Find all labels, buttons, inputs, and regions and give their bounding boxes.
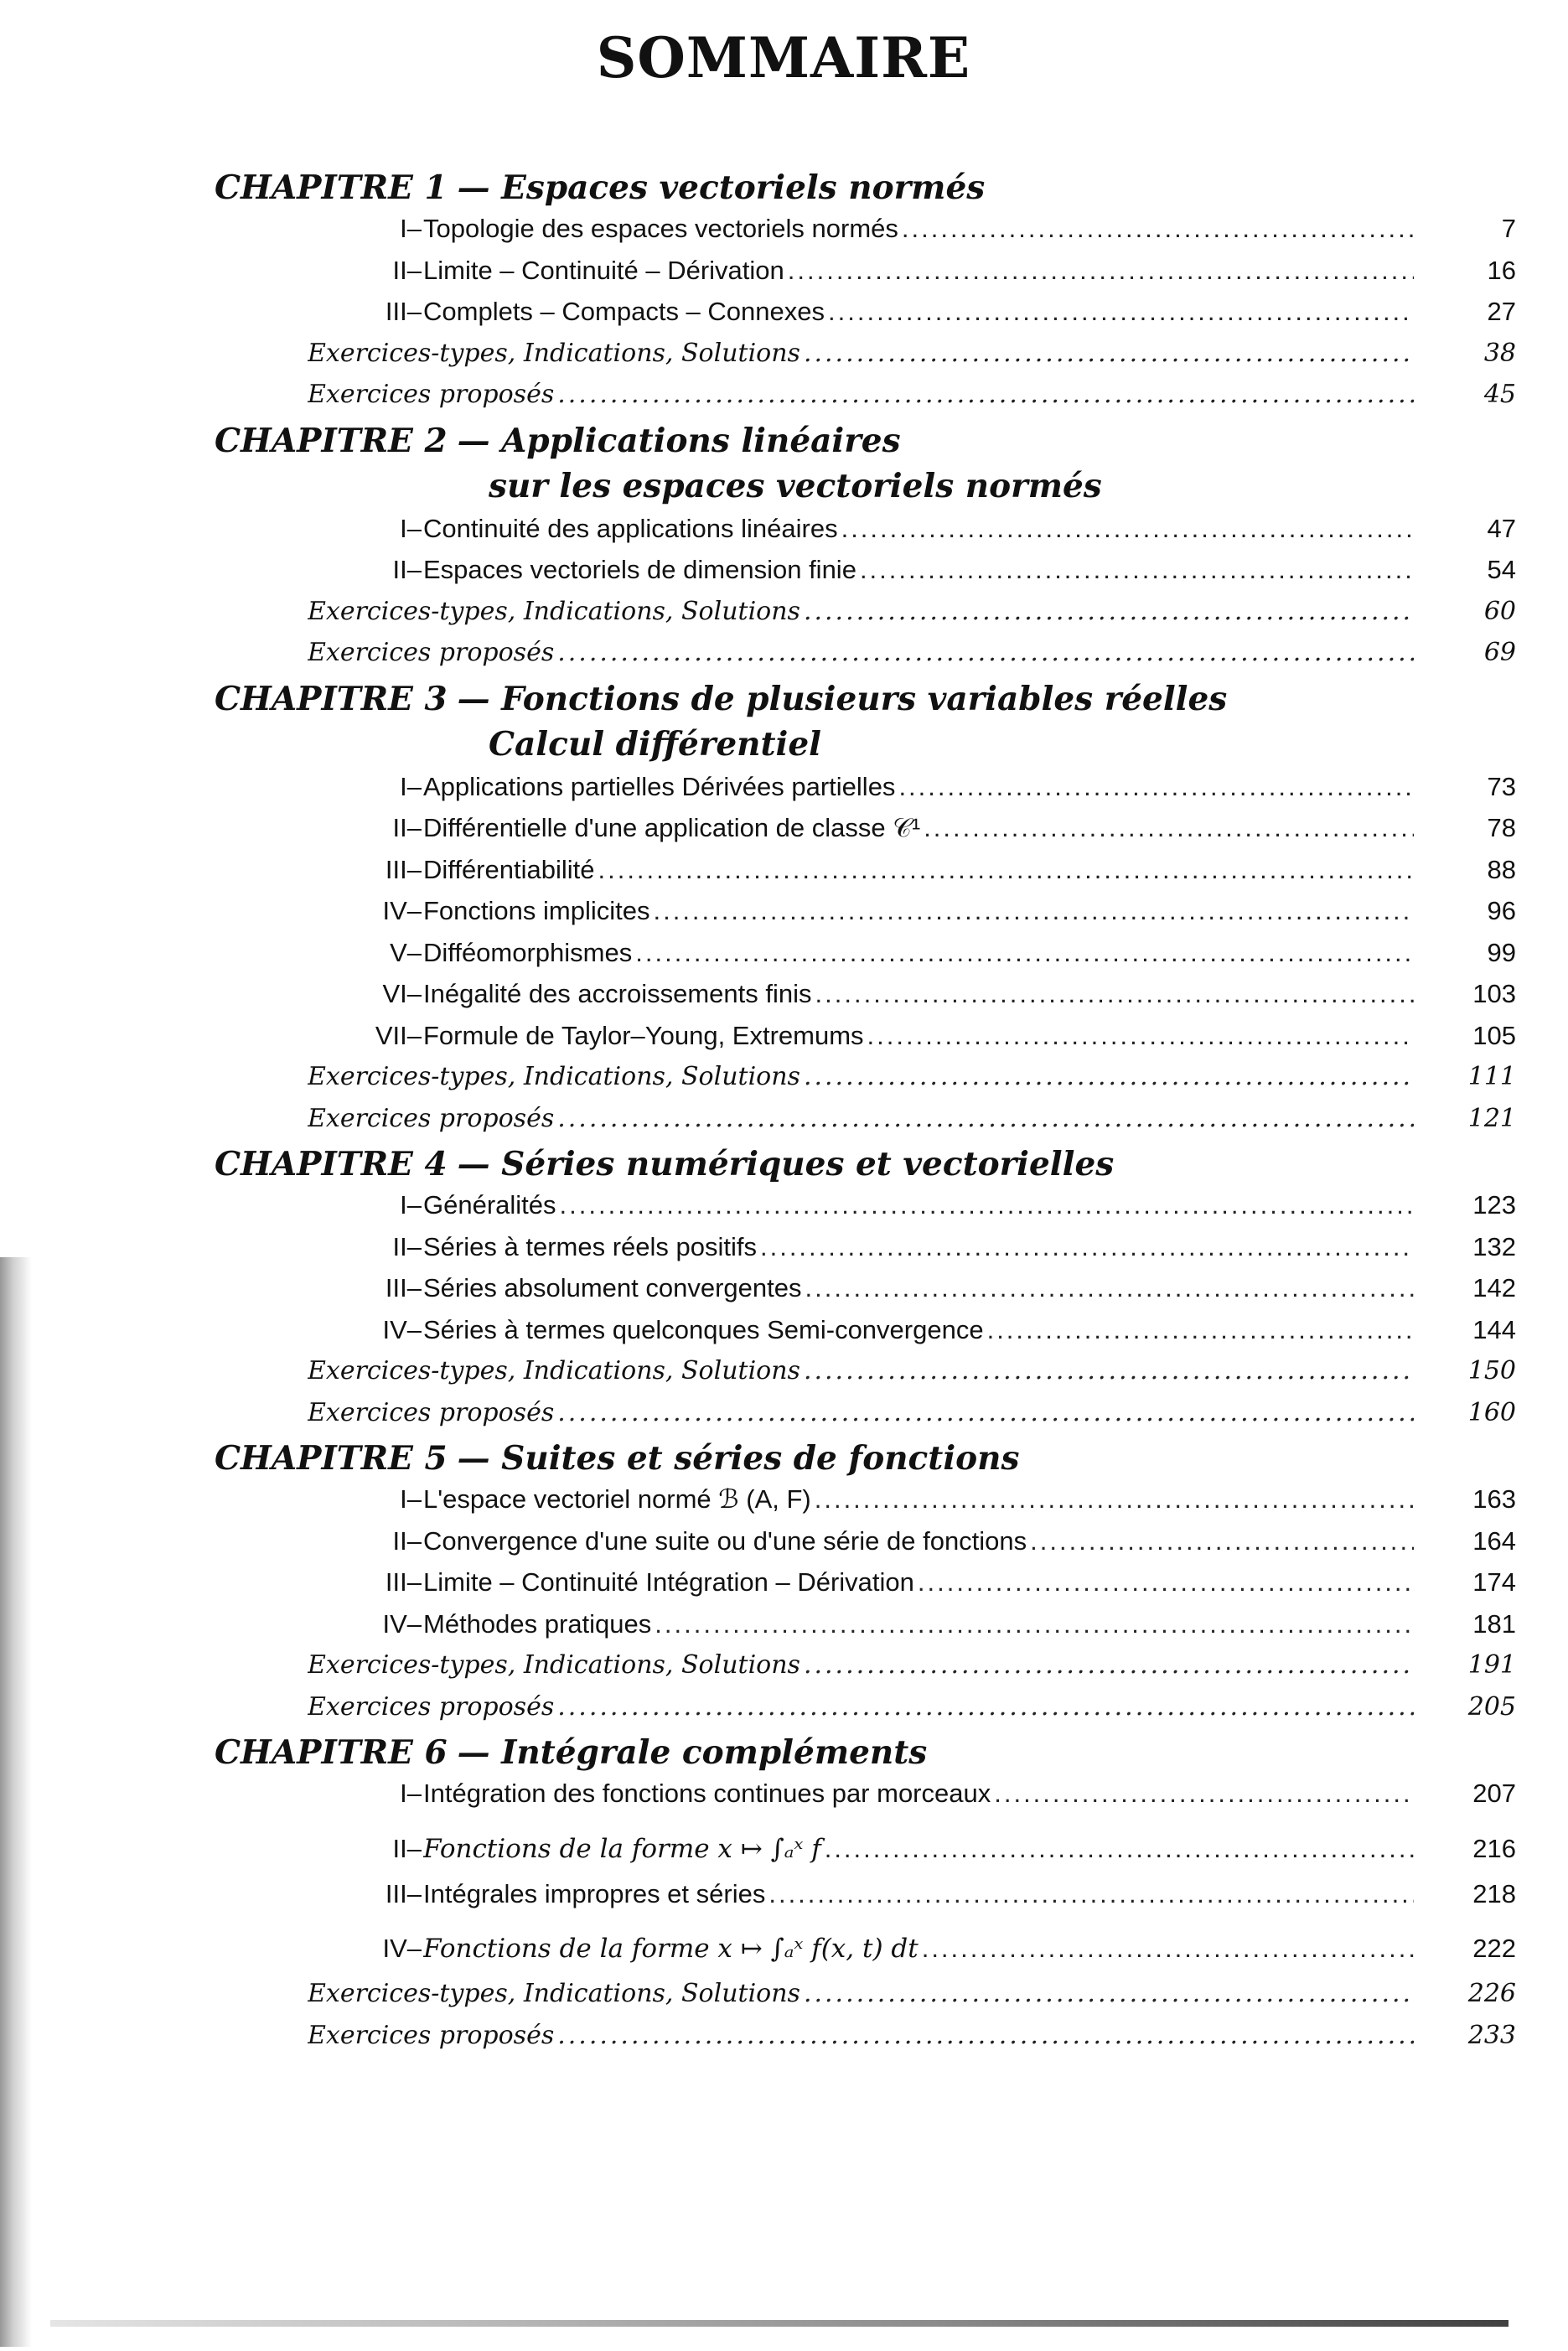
page-number: 7 <box>1501 214 1516 243</box>
section-title: Exercices-types, Indications, Solutions <box>308 1979 800 2008</box>
page-number: 103 <box>1472 979 1516 1008</box>
section-number: II– <box>392 1525 422 1556</box>
chapter-title: — Applications linéaires <box>457 421 901 460</box>
page-number: 78 <box>1487 813 1516 842</box>
section-title: Séries à termes quelconques Semi-convergence <box>423 1314 984 1344</box>
page-number: 69 <box>1483 638 1516 667</box>
page-number: 96 <box>1487 896 1516 925</box>
toc-entry <box>0 1562 1568 1604</box>
page-number: 54 <box>1487 555 1516 584</box>
chapter-4 <box>0 1140 1568 1434</box>
section-title: Séries à termes réels positifs <box>423 1231 757 1261</box>
section-title: Exercices proposés <box>308 1397 555 1427</box>
section-title: Généralités <box>423 1190 556 1220</box>
exercises-proposed-entry <box>0 2016 1568 2058</box>
section-title: Exercices-types, Indications, Solutions <box>308 1062 800 1091</box>
section-title: Méthodes pratiques <box>423 1608 652 1639</box>
chapter-label: CHAPITRE 3 <box>215 679 448 718</box>
section-number: II– <box>392 1231 422 1261</box>
chapter-label: CHAPITRE 5 <box>215 1439 448 1478</box>
page-number: 47 <box>1487 513 1516 543</box>
chapter-label: CHAPITRE 6 <box>215 1733 448 1772</box>
chapter-title: — Espaces vectoriels normés <box>457 168 986 207</box>
exercises-types-entry <box>0 1974 1568 2016</box>
section-number: I– <box>400 214 422 243</box>
page-number: 163 <box>1472 1484 1516 1514</box>
section-number: II– <box>392 1833 422 1863</box>
section-title: Différentiabilité <box>423 854 595 884</box>
page-number: 222 <box>1472 1934 1516 1963</box>
section-number: III– <box>385 854 422 884</box>
section-title: L'espace vectoriel normé ℬ (A, F) <box>423 1484 811 1514</box>
section-number: I– <box>400 1779 422 1808</box>
section-title: Continuité des applications linéaires <box>423 513 838 543</box>
page-number: 123 <box>1472 1190 1516 1220</box>
page-number: 27 <box>1487 297 1516 326</box>
toc-entry <box>0 1479 1568 1521</box>
section-title: Topologie des espaces vectoriels normés <box>423 214 898 243</box>
section-number: I– <box>400 1190 422 1220</box>
exercises-types-entry <box>0 1645 1568 1687</box>
section-title: Espaces vectoriels de dimension finie <box>423 555 856 584</box>
toc-entry <box>0 891 1568 933</box>
section-title: Exercices proposés <box>308 1691 555 1722</box>
chapter-1 <box>0 163 1568 417</box>
page-number: 218 <box>1472 1878 1516 1908</box>
toc-entry <box>0 767 1568 809</box>
toc-entry <box>0 974 1568 1016</box>
chapter-title: — Séries numériques et vectorielles <box>457 1145 1115 1183</box>
chapter-3 <box>0 675 1568 1141</box>
exercises-proposed-entry <box>0 1099 1568 1141</box>
toc-entry <box>0 933 1568 975</box>
section-title: Convergence d'une suite ou d'une série de fonctions <box>423 1525 1027 1556</box>
chapter-heading <box>0 1728 1568 1774</box>
section-title: Exercices-types, Indications, Solutions <box>308 1650 800 1680</box>
section-number: II– <box>392 813 422 842</box>
chapter-label: CHAPITRE 4 <box>215 1145 448 1183</box>
toc-entry <box>0 808 1568 850</box>
section-number: III– <box>385 297 422 326</box>
exercises-types-entry <box>0 1057 1568 1099</box>
scan-shadow-bottom <box>50 2320 1508 2327</box>
section-title: Exercices proposés <box>308 2020 555 2050</box>
toc-entry <box>0 509 1568 551</box>
exercises-proposed-entry <box>0 1687 1568 1729</box>
section-title: Différentielle d'une application de classe 𝒞¹ <box>423 813 921 842</box>
section-number: III– <box>385 1273 422 1302</box>
exercises-proposed-entry <box>0 633 1568 675</box>
toc-entry <box>0 1268 1568 1310</box>
section-title: Exercices-types, Indications, Solutions <box>308 338 800 368</box>
section-number: IV– <box>382 1608 422 1639</box>
toc-entry <box>0 1227 1568 1269</box>
exercises-types-entry <box>0 592 1568 634</box>
toc-entry <box>0 1774 1568 1815</box>
section-title: Applications partielles Dérivées partielles <box>423 771 896 801</box>
page-number: 144 <box>1472 1314 1516 1344</box>
page-number: 233 <box>1467 2020 1516 2050</box>
section-number: I– <box>400 1484 422 1514</box>
section-title: Exercices proposés <box>308 1103 555 1133</box>
chapter-title: — Fonctions de plusieurs variables réelles <box>457 679 1228 718</box>
section-number: III– <box>385 1567 422 1597</box>
page-number: 205 <box>1467 1691 1516 1722</box>
section-title: Inégalité des accroissements finis <box>423 979 812 1008</box>
page-number: 60 <box>1483 596 1516 626</box>
exercises-proposed-entry <box>0 1393 1568 1435</box>
toc-entry <box>0 1815 1568 1874</box>
page-number: 105 <box>1472 1020 1516 1050</box>
section-title: Fonctions de la forme x ↦ ∫ₐˣ f <box>423 1833 821 1864</box>
page-number: 99 <box>1487 937 1516 967</box>
chapter-heading <box>0 675 1568 767</box>
page-number: 150 <box>1467 1356 1516 1385</box>
exercises-proposed-entry <box>0 375 1568 417</box>
toc-entry <box>0 292 1568 334</box>
chapter-heading <box>0 1434 1568 1479</box>
toc-entry <box>0 1604 1568 1646</box>
section-title: Séries absolument convergentes <box>423 1273 802 1302</box>
exercises-types-entry <box>0 1351 1568 1393</box>
chapter-heading <box>0 163 1568 209</box>
section-title: Difféomorphismes <box>423 937 633 967</box>
chapter-5 <box>0 1434 1568 1728</box>
section-number: IV– <box>382 896 422 925</box>
section-title: Intégrales impropres et séries <box>423 1878 766 1908</box>
section-number: I– <box>400 513 422 543</box>
section-number: III– <box>385 1878 422 1908</box>
page-number: 207 <box>1472 1779 1516 1808</box>
section-number: IV– <box>382 1934 422 1963</box>
chapter-6 <box>0 1728 1568 2057</box>
page-number: 121 <box>1467 1103 1516 1133</box>
page-number: 38 <box>1483 338 1516 368</box>
scan-shadow-left <box>0 1257 32 2347</box>
toc-entry <box>0 1185 1568 1227</box>
section-number: VI– <box>382 979 422 1008</box>
section-title: Fonctions implicites <box>423 896 650 925</box>
page-number: 216 <box>1472 1833 1516 1863</box>
section-number: VII– <box>375 1020 422 1050</box>
toc-entry <box>0 1874 1568 1916</box>
page-number: 88 <box>1487 854 1516 884</box>
page-number: 160 <box>1467 1397 1516 1427</box>
toc-entry <box>0 251 1568 293</box>
page-number: 226 <box>1467 1979 1516 2008</box>
page-number: 142 <box>1472 1273 1516 1302</box>
chapter-title: — Intégrale compléments <box>457 1733 928 1772</box>
section-number: I– <box>400 771 422 801</box>
toc-entry <box>0 850 1568 892</box>
chapter-2 <box>0 417 1568 675</box>
section-title: Exercices-types, Indications, Solutions <box>308 1356 800 1385</box>
section-title: Exercices proposés <box>308 638 555 667</box>
toc-entry <box>0 1016 1568 1058</box>
table-of-contents <box>0 163 1568 2057</box>
section-title: Complets – Compacts – Connexes <box>423 297 825 326</box>
page-number: 73 <box>1487 771 1516 801</box>
toc-entry <box>0 1521 1568 1563</box>
section-title: Intégration des fonctions continues par morceaux <box>423 1779 991 1808</box>
section-title: Limite – Continuité Intégration – Dérivation <box>423 1567 914 1597</box>
page-number: 174 <box>1472 1567 1516 1597</box>
toc-entry <box>0 1310 1568 1352</box>
toc-entry <box>0 550 1568 592</box>
page-number: 111 <box>1467 1062 1516 1091</box>
chapter-label: CHAPITRE 1 <box>215 168 448 207</box>
page-number: 181 <box>1472 1608 1516 1639</box>
chapter-title: — Suites et séries de fonctions <box>457 1439 1020 1478</box>
page-title: SOMMAIRE <box>596 25 971 91</box>
page-number: 191 <box>1467 1650 1516 1680</box>
section-title: Formule de Taylor–Young, Extremums <box>423 1020 864 1050</box>
section-number: IV– <box>382 1314 422 1344</box>
chapter-heading <box>0 1140 1568 1185</box>
page-number: 16 <box>1487 255 1516 285</box>
section-number: II– <box>392 555 422 584</box>
chapter-title-continued: sur les espaces vectoriels normés <box>489 466 1102 505</box>
page-number: 164 <box>1472 1525 1516 1556</box>
section-title: Exercices-types, Indications, Solutions <box>308 596 800 626</box>
page-number: 45 <box>1483 380 1516 409</box>
section-title: Fonctions de la forme x ↦ ∫ₐˣ f(x, t) dt <box>423 1934 919 1964</box>
toc-entry <box>0 1915 1568 1974</box>
section-number: II– <box>392 255 422 285</box>
section-number: V– <box>390 937 422 967</box>
page-number: 132 <box>1472 1231 1516 1261</box>
section-title: Limite – Continuité – Dérivation <box>423 255 784 285</box>
exercises-types-entry <box>0 334 1568 375</box>
chapter-title-continued: Calcul différentiel <box>489 724 821 764</box>
chapter-heading <box>0 417 1568 509</box>
chapter-label: CHAPITRE 2 <box>215 421 448 460</box>
toc-entry <box>0 209 1568 251</box>
section-title: Exercices proposés <box>308 380 555 409</box>
